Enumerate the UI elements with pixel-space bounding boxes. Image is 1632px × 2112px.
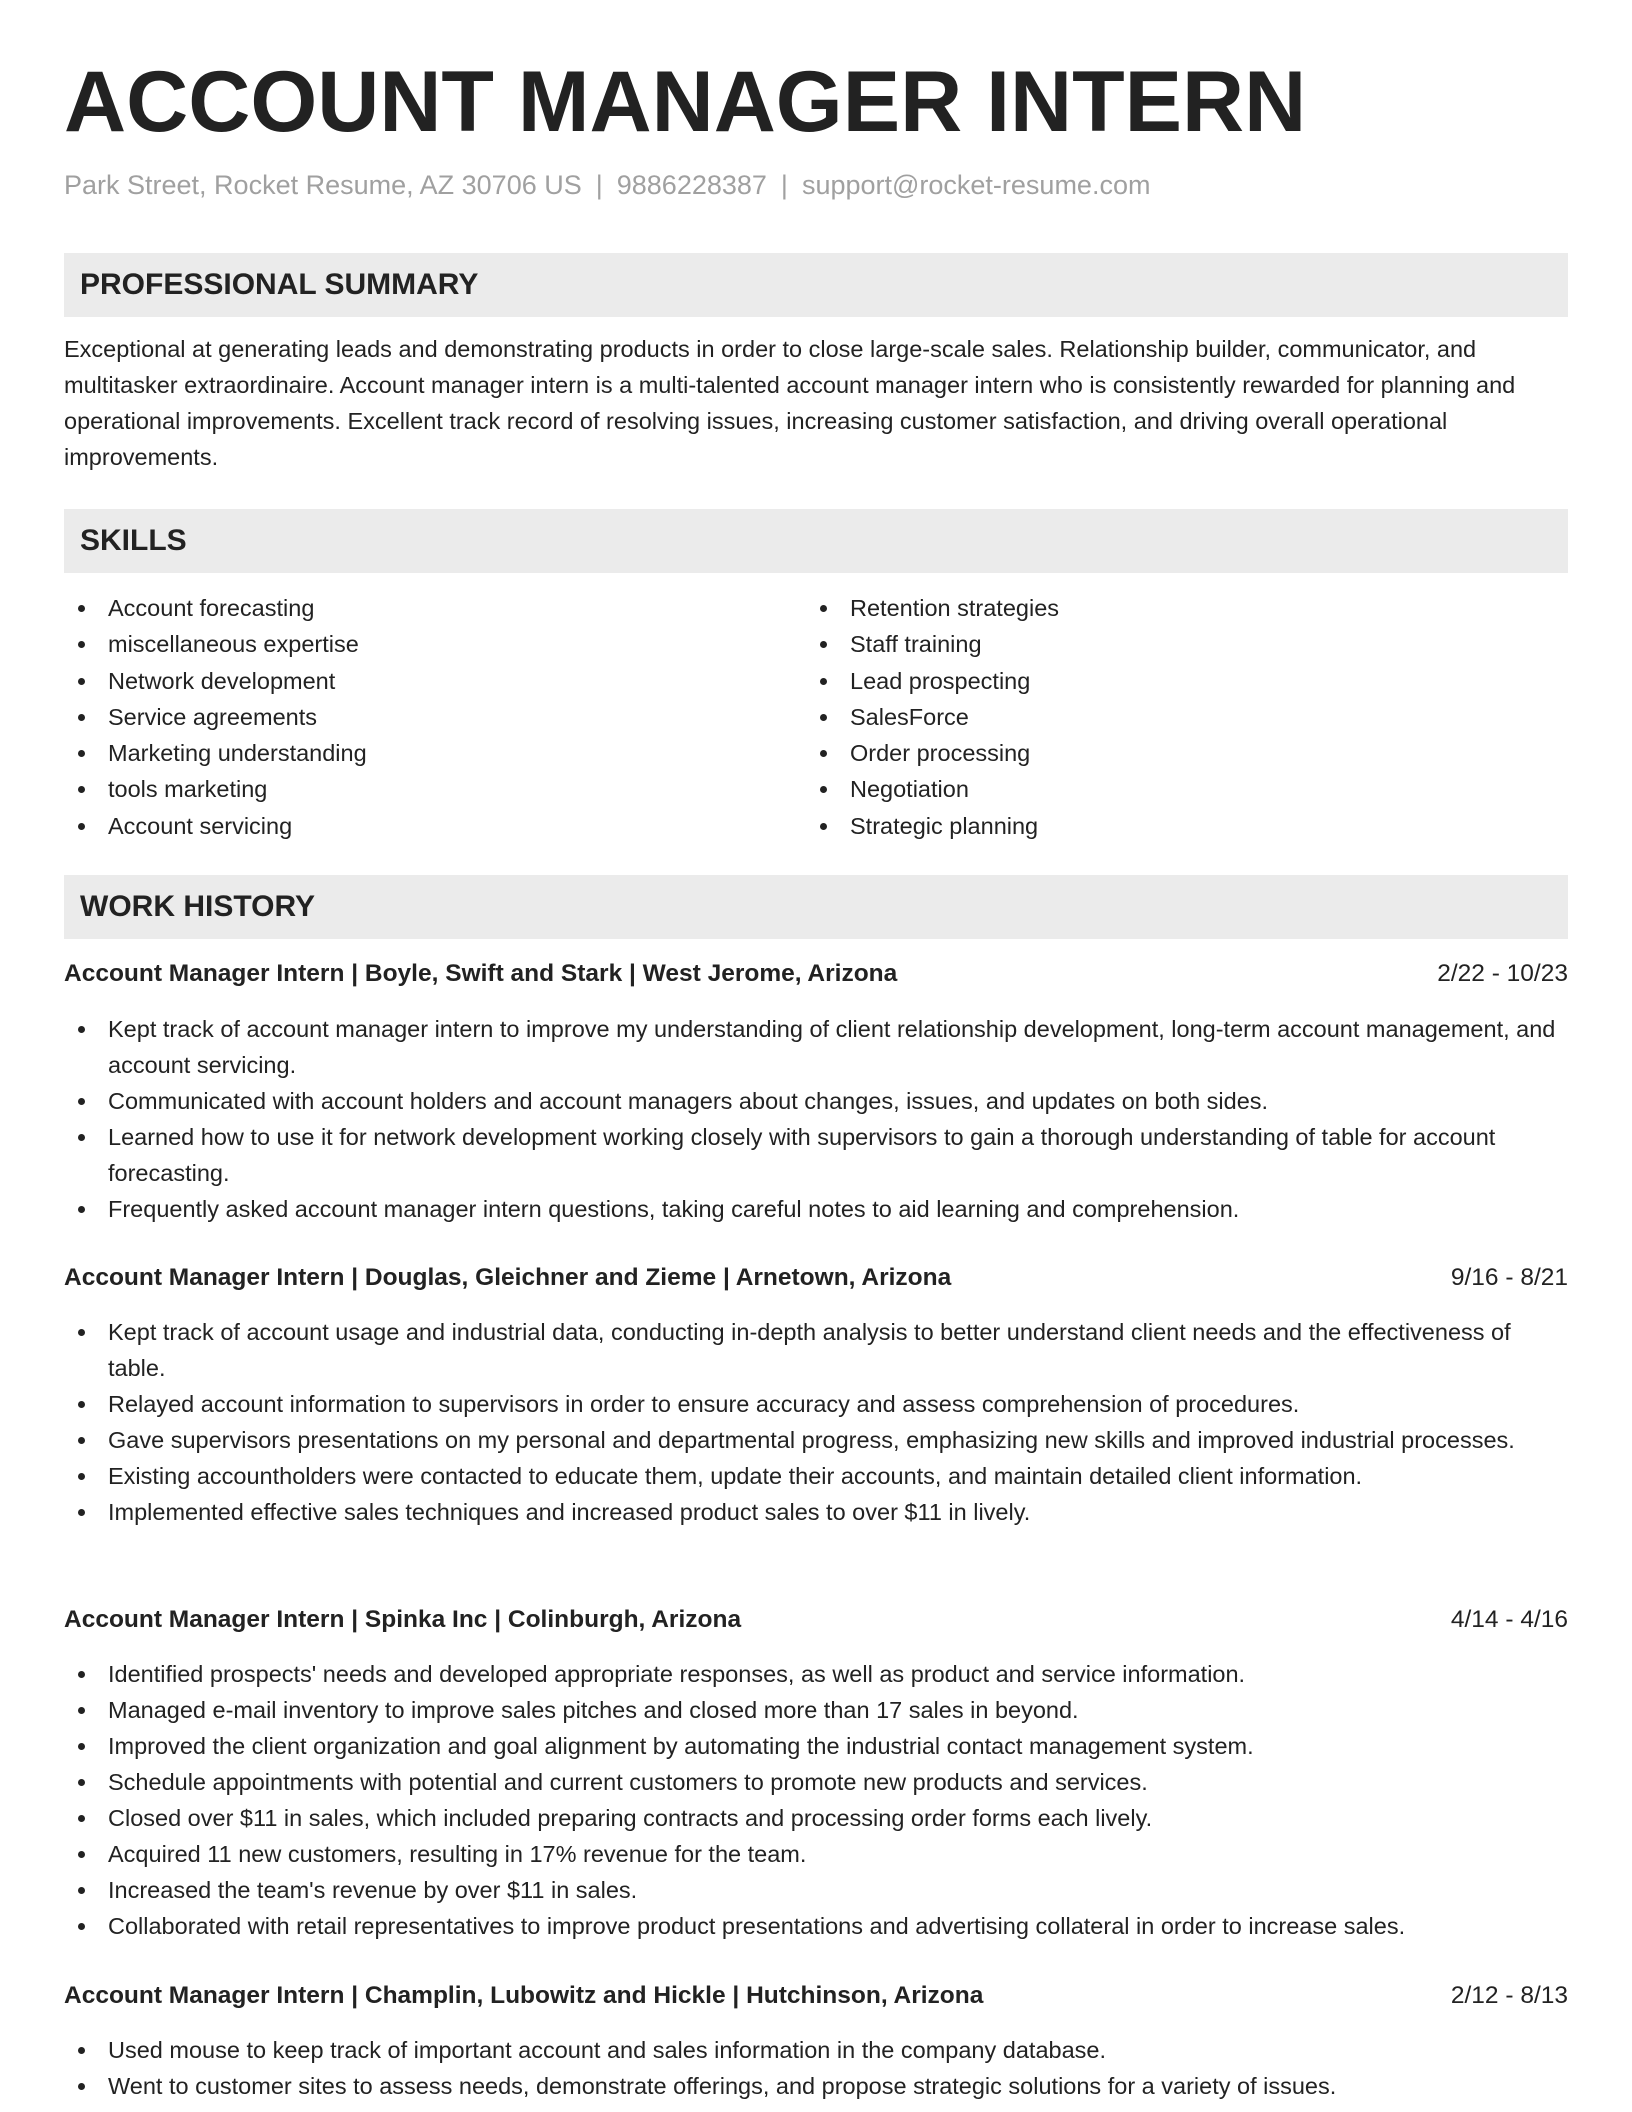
job-bullet-list	[108, 2032, 1558, 2104]
job-bullet: Schedule appointments with potential and current customers to promote new products and services.	[108, 1764, 1558, 1800]
skill-item: Account forecasting	[108, 590, 808, 626]
skill-item: Negotiation	[850, 771, 1550, 807]
job-header	[64, 1602, 1568, 1638]
job-title: Account Manager Intern | Spinka Inc | Colinburgh, Arizona	[64, 1606, 742, 1633]
job-bullet: Increased the team's revenue by over $11 in sales.	[108, 1872, 1558, 1908]
section-heading-skills: SKILLS	[64, 509, 1568, 573]
contact-address: Park Street, Rocket Resume, AZ 30706 US	[64, 170, 582, 200]
job-bullet: Communicated with account holders and account managers about changes, issues, and updates on both sides.	[108, 1083, 1558, 1119]
skill-item: tools marketing	[108, 771, 808, 807]
job-bullet: Closed over $11 in sales, which included preparing contracts and processing order forms each lively.	[108, 1800, 1558, 1836]
skill-item: Order processing	[850, 735, 1550, 771]
contact-phone: 9886228387	[616, 170, 767, 200]
contact-separator: |	[595, 170, 603, 200]
job-bullet: Kept track of account manager intern to improve my understanding of client relationship development, long-term account management, and account servicing.	[108, 1011, 1558, 1083]
job-bullet: Went to customer sites to assess needs, demonstrate offerings, and propose strategic solutions for a variety of issues.	[108, 2068, 1558, 2104]
job-bullet: Implemented effective sales techniques and increased product sales to over $11 in lively.	[108, 1494, 1558, 1530]
skill-item: miscellaneous expertise	[108, 626, 808, 662]
job-dates: 2/22 - 10/23	[1437, 960, 1568, 987]
section-heading-summary: PROFESSIONAL SUMMARY	[64, 253, 1568, 317]
skills-list-right	[850, 590, 1550, 844]
job-bullet: Kept track of account usage and industrial data, conducting in-depth analysis to better understand client needs and the effectiveness of table.	[108, 1314, 1558, 1386]
job-header	[64, 956, 1568, 992]
job-title: Account Manager Intern | Boyle, Swift and Stark | West Jerome, Arizona	[64, 960, 898, 987]
job-bullet-list	[108, 1656, 1558, 1944]
section-heading-work-history: WORK HISTORY	[64, 875, 1568, 939]
job-title: Account Manager Intern | Douglas, Gleichner and Zieme | Arnetown, Arizona	[64, 1264, 952, 1291]
job-bullet: Frequently asked account manager intern questions, taking careful notes to aid learning and comprehension.	[108, 1191, 1558, 1227]
job-bullet: Learned how to use it for network development working closely with supervisors to gain a thorough understanding of table for account forecasting.	[108, 1119, 1558, 1191]
job-dates: 2/12 - 8/13	[1450, 1982, 1568, 2009]
job-bullet: Improved the client organization and goal alignment by automating the industrial contact management system.	[108, 1728, 1558, 1764]
contact-line	[64, 165, 1150, 205]
summary-text: Exceptional at generating leads and demonstrating products in order to close large-scale sales. Relationship builder, communicator, and multitasker extraordinaire. Account manager intern is a multi-talented account manager intern who is consistently rewarded for planning and operational improvements. Excellent track record of resolving issues, increasing customer satisfaction, and driving overall operational improvements.	[64, 336, 1516, 470]
job-bullet: Existing accountholders were contacted to educate them, update their accounts, and maintain detailed client information.	[108, 1458, 1558, 1494]
job-header	[64, 1260, 1568, 1296]
skill-item: Staff training	[850, 626, 1550, 662]
skills-list-left	[108, 590, 808, 844]
resume-name-heading: ACCOUNT MANAGER INTERN	[64, 54, 1307, 150]
skill-item: Network development	[108, 663, 808, 699]
contact-separator: |	[780, 170, 788, 200]
skill-item: SalesForce	[850, 699, 1550, 735]
skill-item: Account servicing	[108, 808, 808, 844]
job-bullet: Collaborated with retail representatives to improve product presentations and advertising collateral in order to increase sales.	[108, 1908, 1558, 1944]
job-bullet-list	[108, 1314, 1558, 1530]
contact-email[interactable]: support@rocket-resume.com	[801, 170, 1151, 200]
job-dates: 9/16 - 8/21	[1450, 1264, 1568, 1291]
job-title: Account Manager Intern | Champlin, Lubowitz and Hickle | Hutchinson, Arizona	[64, 1982, 984, 2009]
skill-item: Retention strategies	[850, 590, 1550, 626]
job-bullet-list	[108, 1011, 1558, 1227]
skill-item: Strategic planning	[850, 808, 1550, 844]
job-header	[64, 1978, 1568, 2014]
skill-item: Service agreements	[108, 699, 808, 735]
job-bullet: Acquired 11 new customers, resulting in 17% revenue for the team.	[108, 1836, 1558, 1872]
job-bullet: Relayed account information to supervisors in order to ensure accuracy and assess comprehension of procedures.	[108, 1386, 1558, 1422]
job-bullet: Used mouse to keep track of important account and sales information in the company database.	[108, 2032, 1558, 2068]
skill-item: Marketing understanding	[108, 735, 808, 771]
skill-item: Lead prospecting	[850, 663, 1550, 699]
job-dates: 4/14 - 4/16	[1450, 1606, 1568, 1633]
job-bullet: Gave supervisors presentations on my personal and departmental progress, emphasizing new skills and improved industrial processes.	[108, 1422, 1558, 1458]
job-bullet: Identified prospects' needs and developed appropriate responses, as well as product and service information.	[108, 1656, 1558, 1692]
job-bullet: Managed e-mail inventory to improve sales pitches and closed more than 17 sales in beyond.	[108, 1692, 1558, 1728]
